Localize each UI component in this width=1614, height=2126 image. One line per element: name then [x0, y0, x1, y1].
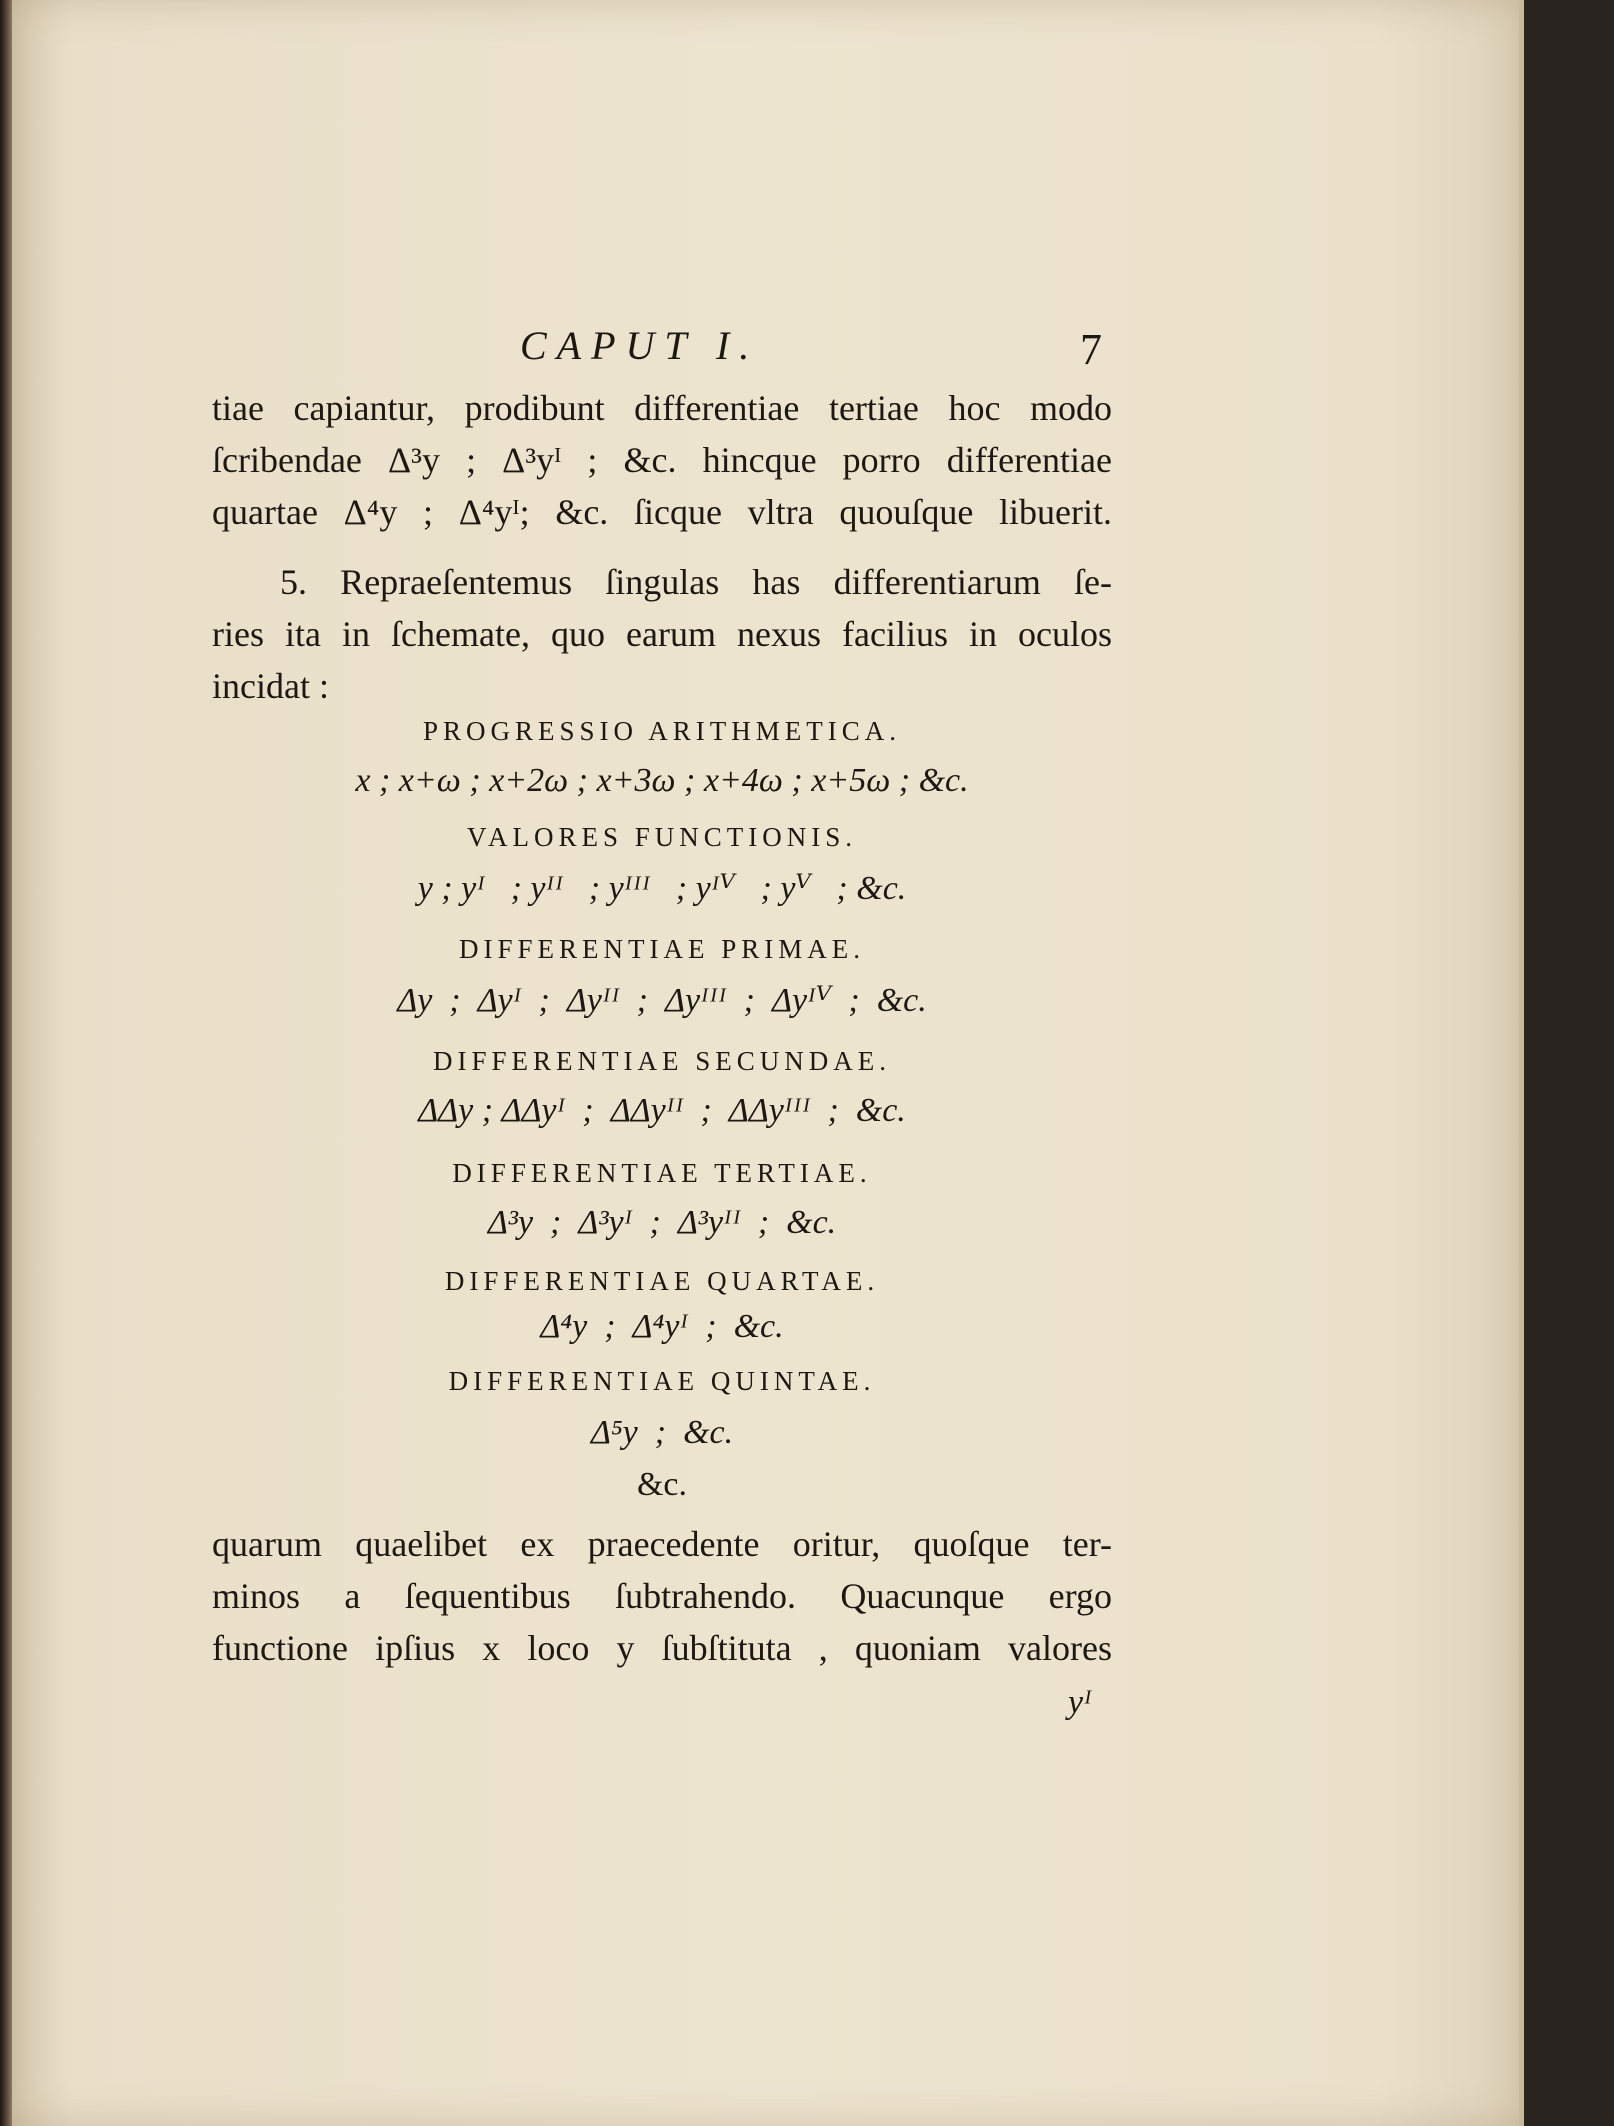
text-line: quarum quaelibet ex praecedente oritur, quoſque ter-: [212, 1524, 1112, 1564]
text-line: minos a ſequentibus ſubtrahendo. Quacunque ergo: [212, 1576, 1112, 1616]
running-header: CAPUT I.: [520, 323, 760, 368]
text-line: tiae capiantur, prodibunt differentiae tertiae hoc modo: [212, 388, 1112, 428]
paragraph-start: 5. Repraeſentemus ſingulas has differentiarum ſe-: [280, 562, 1112, 602]
text-line: ries ita in ſchemate, quo earum nexus facilius in oculos: [212, 614, 1112, 654]
scheme-heading: DIFFERENTIAE QUARTAE.: [444, 1266, 880, 1296]
text-line: incidat :: [212, 666, 329, 706]
scheme-formula: ΔΔy ; ΔΔyᴵ ; ΔΔyᴵᴵ ; ΔΔyᴵᴵᴵ ; &c.: [418, 1092, 906, 1129]
scheme-end: &c.: [636, 1466, 688, 1503]
scheme-heading: DIFFERENTIAE QUINTAE.: [448, 1366, 876, 1396]
text-line: quartae Δ⁴y ; Δ⁴yᴵ; &c. ſicque vltra quouſque libuerit.: [212, 492, 1112, 532]
scheme-formula: Δy ; Δyᴵ ; Δyᴵᴵ ; Δyᴵᴵᴵ ; Δyᴵⱽ ; &c.: [397, 982, 927, 1019]
page-number: 7: [1080, 325, 1102, 374]
scheme-formula: Δ³y ; Δ³yᴵ ; Δ³yᴵᴵ ; &c.: [487, 1204, 837, 1241]
page-edge: [1519, 0, 1524, 2126]
catchword: yᴵ: [1068, 1684, 1092, 1721]
scheme-formula: x ; x+ω ; x+2ω ; x+3ω ; x+4ω ; x+5ω ; &c.: [355, 762, 969, 799]
scheme-heading: DIFFERENTIAE SECUNDAE.: [433, 1046, 891, 1076]
scheme-heading: DIFFERENTIAE PRIMAE.: [458, 934, 865, 964]
scheme-heading: VALORES FUNCTIONIS.: [466, 822, 858, 852]
scheme-formula: Δ⁴y ; Δ⁴yᴵ ; &c.: [540, 1308, 784, 1345]
scheme-formula: y ; yᴵ ; yᴵᴵ ; yᴵᴵᴵ ; yᴵⱽ ; yⱽ ; &c.: [417, 870, 907, 907]
text-line: ſcribendae Δ³y ; Δ³yᴵ ; &c. hincque porro differentiae: [212, 440, 1112, 480]
scheme-heading: PROGRESSIO ARITHMETICA.: [422, 716, 902, 746]
book-spine: [0, 0, 12, 2126]
text-line: functione ipſius x loco y ſubſtituta , quoniam valores: [212, 1628, 1112, 1668]
scheme-formula: Δ⁵y ; &c.: [590, 1414, 734, 1451]
scheme-heading: DIFFERENTIAE TERTIAE.: [452, 1158, 872, 1188]
